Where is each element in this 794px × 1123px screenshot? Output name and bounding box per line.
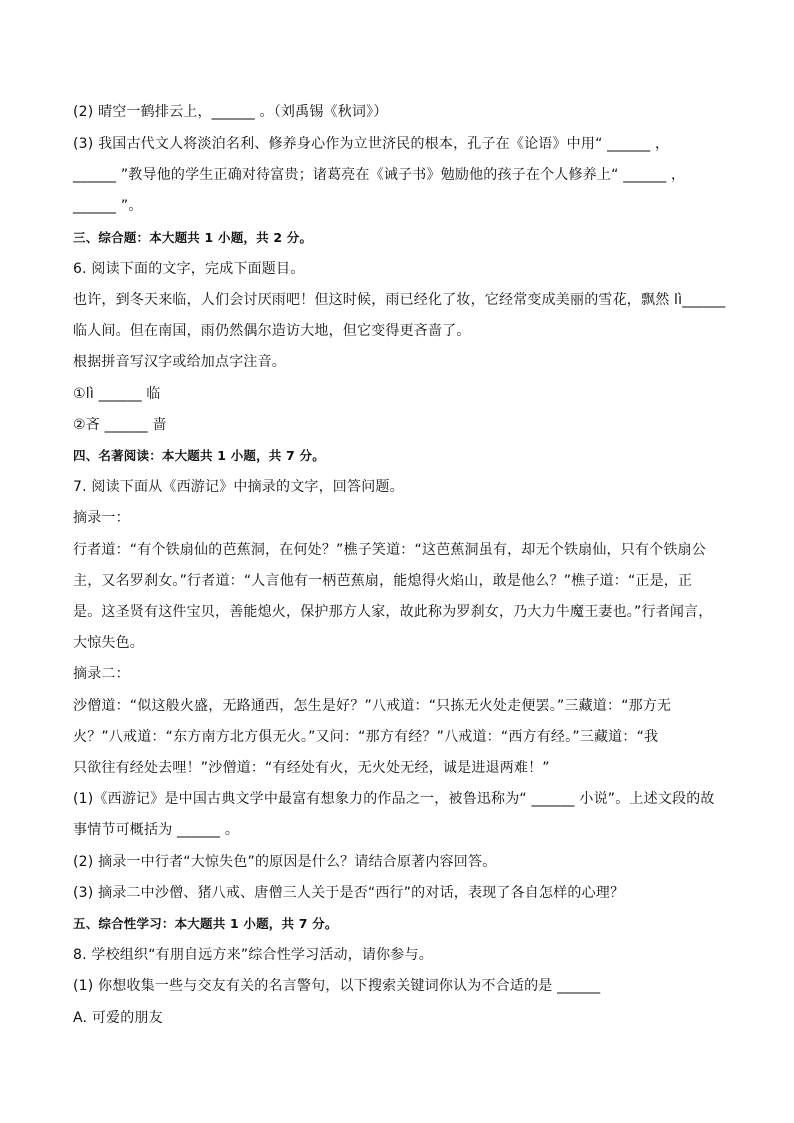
- question-5-3-line-3: ______ ”。: [73, 198, 143, 214]
- section-5-heading: 五、综合性学习：本大题共 1 小题，共 7 分。: [73, 916, 338, 931]
- excerpt-1-label: 摘录一：: [73, 510, 130, 526]
- question-8-1: (1) 你想收集一些与交友有关的名言警句，以下搜索关键词你认为不合适的是 ______: [73, 978, 601, 994]
- question-7-2: (2) 摘录一中行者“大惊失色”的原因是什么？请结合原著内容回答。: [73, 854, 497, 870]
- excerpt-1-line-1: 行者道：“有个铁扇仙的芭蕉洞，在何处？”樵子笑道：“这芭蕉洞虽有，却无个铁扇仙，只有个铁扇公: [73, 542, 706, 558]
- excerpt-2-line-3: 只欲往有经处去哩！”沙僧道：“有经处有火，无火处无经，诚是进退两难！”: [73, 760, 550, 776]
- question-7-stem: 7. 阅读下面从《西游记》中摘录的文字，回答问题。: [73, 479, 404, 495]
- section-3-heading: 三、综合题：本大题共 1 小题，共 2 分。: [73, 230, 313, 245]
- excerpt-1-line-4: 大惊失色。: [73, 635, 144, 651]
- excerpt-1-line-3: 是。这圣贤有这件宝贝，善能熄火，保护那方人家，故此称为罗刹女，乃大力牛魔王妻也。”行者闻言，: [73, 604, 713, 620]
- question-7-1-line-1: (1)《西游记》是中国古典文学中最富有想象力的作品之一，被鲁迅称为“ ______ 小说”。上述文段的故: [73, 791, 715, 807]
- question-7-3: (3) 摘录二中沙僧、猪八戒、唐僧三人关于是否“西行”的对话，表现了各自怎样的心理？: [73, 885, 625, 901]
- question-8-1-option-a: A. 可爱的朋友: [73, 1010, 163, 1026]
- excerpt-2-label: 摘录二：: [73, 666, 130, 682]
- question-6-instruction: 根据拼音写汉字或给加点字注音。: [73, 354, 286, 370]
- question-5-3-line-2: ______ ”教导他的学生正确对待富贵；诸葛亮在《诫子书》勉励他的孩子在个人修养上“ ______ ，: [73, 167, 686, 183]
- question-8-stem: 8. 学校组织“有朋自远方来”综合性学习活动，请你参与。: [73, 947, 433, 963]
- question-6-item-2: ②吝 ______ 啬: [73, 417, 167, 433]
- question-5-2: (2) 晴空一鹤排云上，______ 。（刘禹锡《秋词》）: [73, 104, 388, 120]
- question-5-3-line-1: (3) 我国古代文人将淡泊名利、修养身心作为立世济民的根本，孔子在《论语》中用“ ______ ，: [73, 136, 670, 152]
- passage-6-line-2: 临人间。但在南国，雨仍然偶尔造访大地，但它变得更吝啬了。: [73, 323, 471, 339]
- excerpt-1-line-2: 主，又名罗刹女。”行者道：“人言他有一柄芭蕉扇，能熄得火焰山，敢是他么？”樵子道：“正是，正: [73, 573, 693, 589]
- question-6-item-1: ①lì ______ 临: [73, 386, 161, 402]
- question-7-1-line-2: 事情节可概括为 ______ 。: [73, 822, 240, 838]
- passage-6-line-1: 也许，到冬天来临，人们会讨厌雨吧！但这时候，雨已经化了妆，它经常变成美丽的雪花，飘然 lì______: [73, 292, 726, 308]
- section-4-heading: 四、名著阅读：本大题共 1 小题，共 7 分。: [73, 448, 325, 463]
- question-6-stem: 6. 阅读下面的文字，完成下面题目。: [73, 261, 305, 277]
- excerpt-2-line-2: 火？”八戒道：“东方南方北方俱无火。”又问：“那方有经？”八戒道：“西方有经。”三藏道：“我: [73, 729, 659, 745]
- excerpt-2-line-1: 沙僧道：“似这般火盛，无路通西，怎生是好？”八戒道：“只拣无火处走便罢。”三藏道：“那方无: [73, 698, 672, 714]
